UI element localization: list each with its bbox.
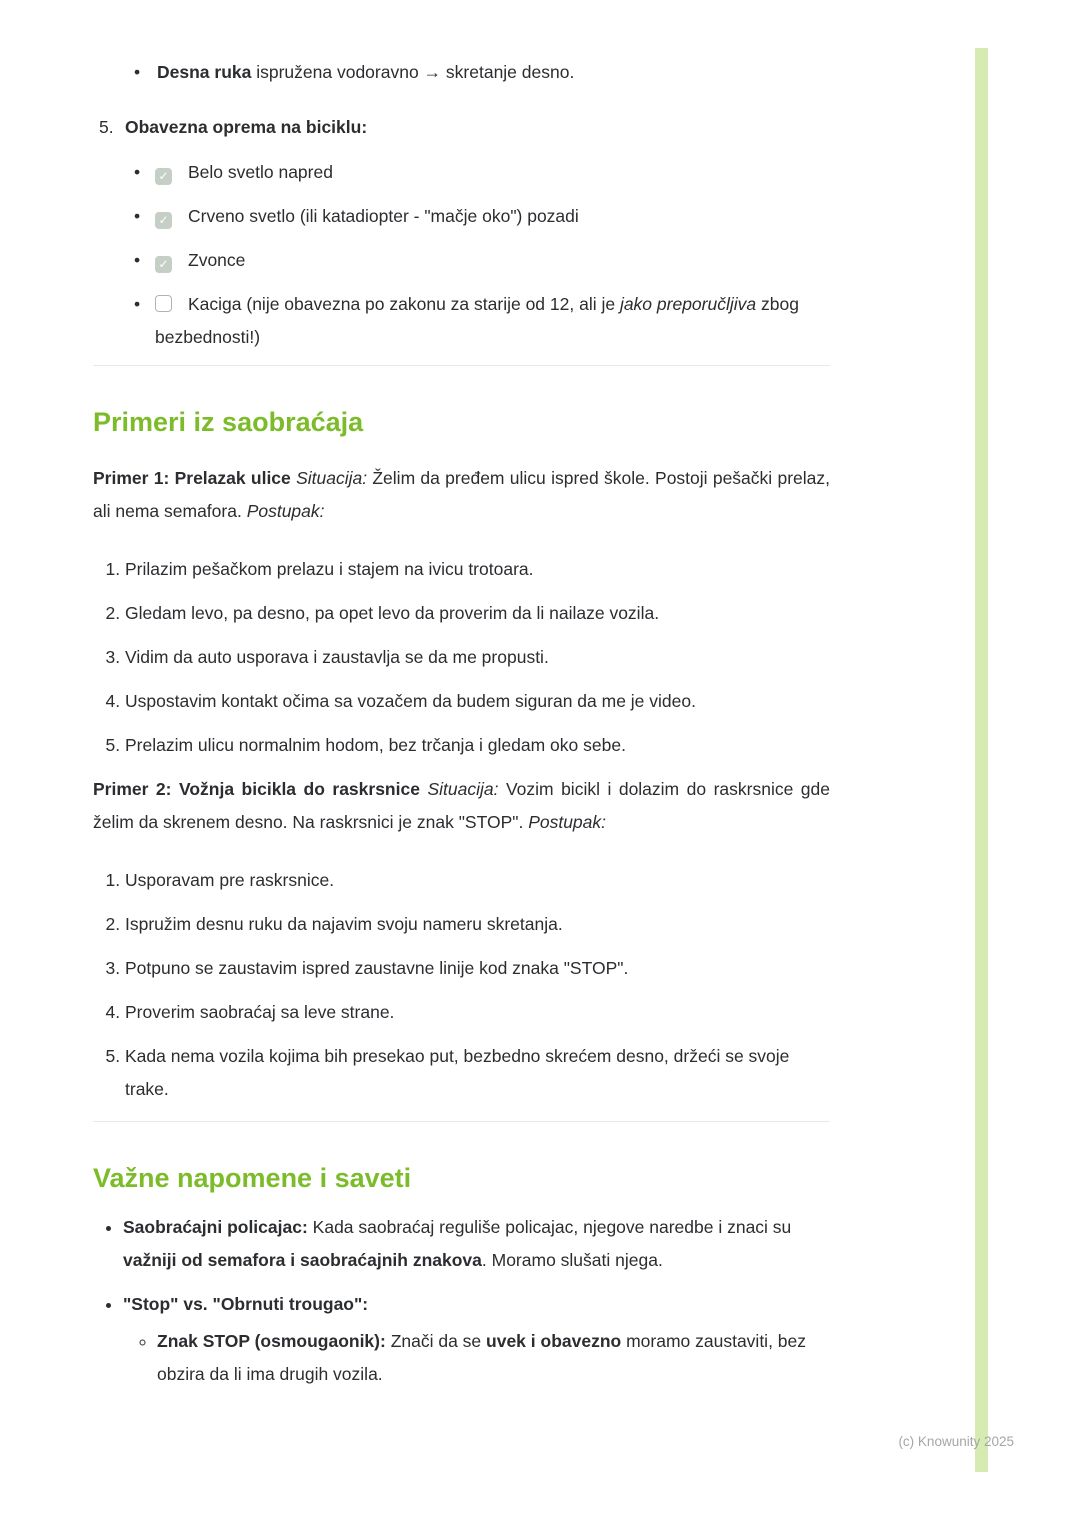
example1-steps [93, 553, 830, 762]
bold-segment: Saobraćajni policajac: [123, 1217, 308, 1237]
section-divider [93, 1121, 830, 1122]
item-number: 5. [99, 117, 114, 137]
subnote-item [157, 1325, 830, 1391]
checklist-label: Kaciga (nije obavezna po zakonu za starije od 12, ali je [188, 294, 620, 314]
section-title-napomene: Važne napomene i saveti [93, 1163, 412, 1193]
text-segment: ispružena vodoravno → skretanje desno. [251, 62, 575, 82]
bold-segment: važniji od semafora i saobraćajnih znakova [123, 1250, 482, 1270]
checkbox-checked-icon[interactable] [155, 168, 172, 185]
watermark: (c) Knowunity 2025 [898, 1434, 1014, 1449]
checkbox-unchecked-icon[interactable] [155, 295, 172, 312]
example2-steps [93, 864, 830, 1106]
bold-segment: "Stop" vs. "Obrnuti trougao": [123, 1294, 369, 1314]
example2-title: Primer 2: Vožnja bicikla do raskrsnice [93, 779, 428, 799]
procedure-step: 2. Ispružim desnu ruku da najavim svoju nameru skretanja. [125, 908, 830, 941]
text-segment: zbog bezbednosti!) [155, 294, 799, 347]
text-segment: . Moramo slušati njega. [481, 1250, 663, 1270]
procedure-step: 3. Vidim da auto usporava i zaustavlja se da me propusti. [125, 641, 830, 674]
equipment-checklist [93, 156, 830, 354]
list-item-right-hand [93, 56, 830, 89]
note-item [123, 1211, 830, 1277]
bold-segment: Desna ruka [157, 62, 252, 82]
example1-title: Primer 1: Prelazak ulice [93, 468, 297, 488]
procedure-step: 4. Proverim saobraćaj sa leve strane. [125, 996, 830, 1029]
procedure-step: 1. Prilazim pešačkom prelazu i stajem na ivicu trotoara. [125, 553, 830, 586]
situation-label: Situacija: [427, 779, 499, 799]
note-item [123, 1288, 830, 1391]
example1-intro [93, 462, 830, 528]
checkbox-checked-icon[interactable] [155, 212, 172, 229]
situation-text: Vozim bicikl i dolazim do raskrsnice gde želim da skrenem desno. Na raskrsnici je znak "STOP". [93, 779, 830, 832]
example2-intro [93, 773, 830, 839]
item-title: Obavezna oprema na biciklu: [125, 117, 368, 137]
procedure-step: 3. Potpuno se zaustavim ispred zaustavne linije kod znaka "STOP". [125, 952, 830, 985]
procedure-step: 1. Usporavam pre raskrsnice. [125, 864, 830, 897]
checklist-label: Crveno svetlo (ili katadiopter - "mačje oko") pozadi [188, 206, 579, 226]
checklist-item [93, 244, 830, 277]
procedure-label: Postupak: [528, 812, 607, 832]
checklist-item [93, 156, 830, 189]
bold-segment: uvek i obavezno [486, 1331, 622, 1351]
section-title-primeri: Primeri iz saobraćaja [93, 407, 364, 437]
procedure-step: 5. Kada nema vozila kojima bih presekao put, bezbedno skrećem desno, držeći se svoje trake. [125, 1040, 830, 1106]
notes-list [93, 1211, 830, 1391]
procedure-step: 2. Gledam levo, pa desno, pa opet levo da proverim da li nailaze vozila. [125, 597, 830, 630]
checklist-label: Zvonce [188, 250, 246, 270]
checklist-item [93, 200, 830, 233]
text-segment: Znači da se [385, 1331, 487, 1351]
procedure-step: 5. Prelazim ulicu normalnim hodom, bez trčanja i gledam oko sebe. [125, 729, 830, 762]
situation-text: Želim da pređem ulicu ispred škole. Postoji pešački prelaz, ali nema semafora. [93, 468, 830, 521]
bold-segment: Znak STOP (osmougaonik): [157, 1331, 386, 1351]
checklist-label: Belo svetlo napred [188, 162, 333, 182]
text-segment: moramo zaustaviti, bez obzira da li ima drugih vozila. [157, 1331, 807, 1384]
decorative-green-stripe [975, 48, 988, 1472]
situation-label: Situacija: [296, 468, 368, 488]
procedure-label: Postupak: [246, 501, 325, 521]
subnotes-list [123, 1325, 830, 1391]
italic-segment: jako preporučljiva [619, 294, 757, 314]
section-divider [93, 365, 830, 366]
procedure-step: 4. Uspostavim kontakt očima sa vozačem da budem siguran da me je video. [125, 685, 830, 718]
list-item-equipment [93, 111, 830, 144]
checkbox-checked-icon[interactable] [155, 256, 172, 273]
checklist-item [93, 288, 830, 354]
text-segment: Kada saobraćaj reguliše policajac, njegove naredbe i znaci su [307, 1217, 792, 1237]
document-content [93, 0, 830, 1391]
